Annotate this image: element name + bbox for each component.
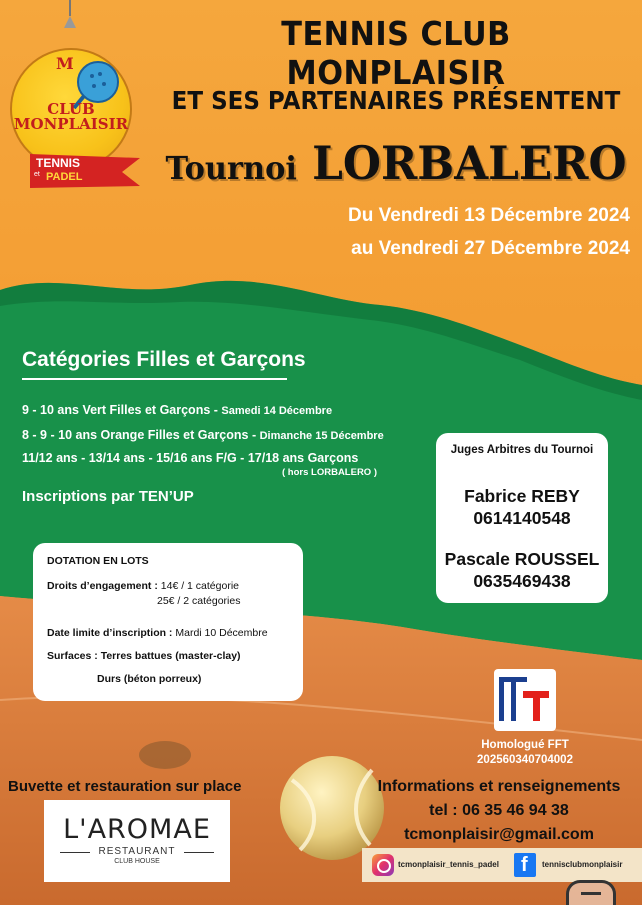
deadline-line: Date limite d’inscription : Mardi 10 Décembre xyxy=(47,627,268,639)
tournament-title: Tournoi LORBALERO xyxy=(165,136,627,190)
instagram-handle[interactable]: tcmonplaisir_tennis_padel xyxy=(398,860,499,869)
date-end: au Vendredi 27 Décembre 2024 xyxy=(351,238,630,259)
fft-logo xyxy=(494,669,556,731)
date-start: Du Vendredi 13 Décembre 2024 xyxy=(348,205,630,226)
prizes-box xyxy=(33,543,303,701)
ornament-hook-icon xyxy=(62,0,78,28)
categories-underline xyxy=(22,378,287,380)
category-line: 9 - 10 ans Vert Filles et Garçons - Samedi 14 Décembre xyxy=(22,403,333,417)
club-name: CLUB MONPLAISIR xyxy=(13,100,129,133)
info-phone[interactable]: tel : 06 35 46 94 38 xyxy=(429,802,569,819)
info-title: Informations et renseignements xyxy=(377,778,621,795)
surfaces-line: Surfaces : Terres battues (master-clay) xyxy=(47,650,241,662)
referee-phone: 0635469438 xyxy=(473,571,571,591)
categories-title: Catégories Filles et Garçons xyxy=(22,348,306,371)
prizes-title: DOTATION EN LOTS xyxy=(47,555,149,567)
social-bar xyxy=(362,848,642,882)
restaurant-logo xyxy=(44,800,230,882)
referees-title: Juges Arbitres du Tournoi xyxy=(450,444,594,456)
partners-line: ET SES PARTENAIRES PRÉSENTENT xyxy=(171,86,621,115)
referee-phone: 0614140548 xyxy=(473,508,571,528)
fft-homologation: Homologué FFT 202560340704002 xyxy=(477,739,573,766)
restaurant-sub: RESTAURANT xyxy=(98,846,176,857)
facebook-icon[interactable]: f xyxy=(514,853,536,877)
category-line: 8 - 9 - 10 ans Orange Filles et Garçons - Dimanche 15 Décembre xyxy=(22,428,384,442)
referees-box xyxy=(436,433,608,603)
logo-ribbon: TENNIS et PADEL xyxy=(30,150,140,192)
fees-line-2: 25€ / 2 catégories xyxy=(157,595,241,607)
surfaces-line-2: Durs (béton porreux) xyxy=(97,673,202,685)
fft-logo-icon xyxy=(499,675,551,725)
club-title: TENNIS CLUB MONPLAISIR xyxy=(281,14,511,92)
club-monogram: M xyxy=(56,54,74,73)
referee-name: Fabrice REBY xyxy=(464,486,580,506)
fees-line: Droits d’engagement : 14€ / 1 catégorie xyxy=(47,580,239,592)
category-note: ( hors LORBALERO ) xyxy=(282,467,377,478)
share-icon[interactable] xyxy=(566,880,616,905)
category-line: 11/12 ans - 13/14 ans - 15/16 ans F/G - 17/18 ans Garçons xyxy=(22,451,359,465)
restaurant-sub2: CLUB HOUSE xyxy=(114,858,160,865)
food-info: Buvette et restauration sur place xyxy=(8,778,242,795)
info-email[interactable]: tcmonplaisir@gmail.com xyxy=(404,826,594,843)
restaurant-name: L'AROMAE xyxy=(63,814,211,845)
registration-info: Inscriptions par TEN’UP xyxy=(22,488,194,505)
instagram-icon[interactable] xyxy=(372,854,394,876)
facebook-handle[interactable]: tennisclubmonplaisir xyxy=(542,860,623,869)
referee-name: Pascale ROUSSEL xyxy=(444,549,600,569)
